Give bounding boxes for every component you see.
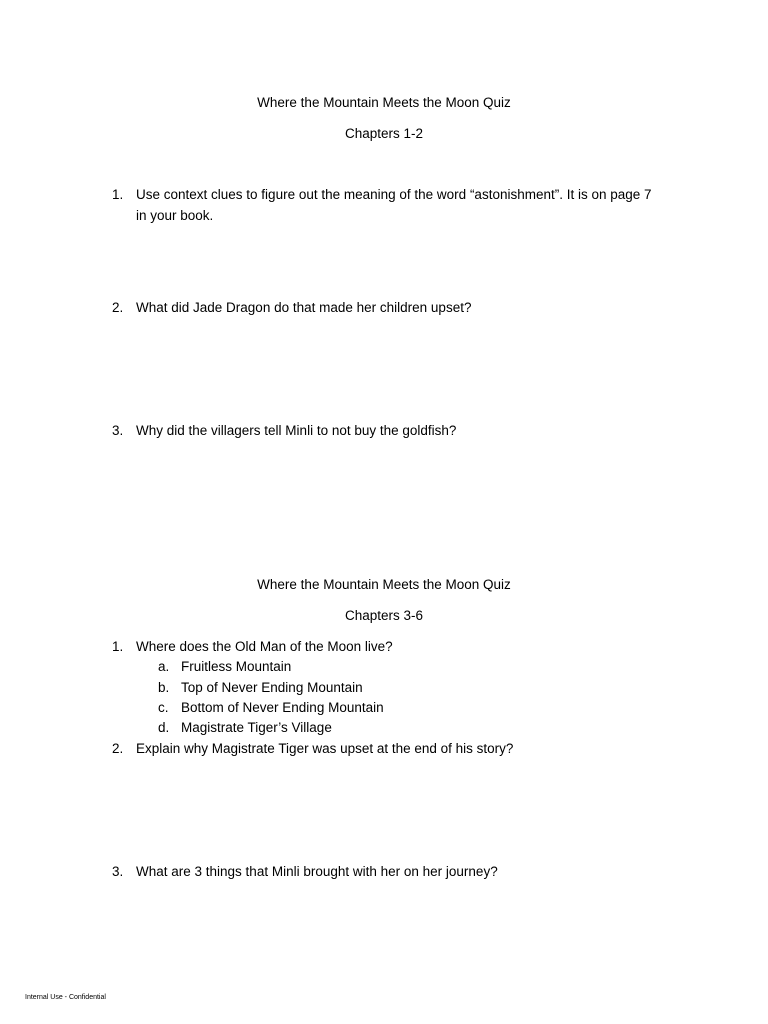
quiz2-title: Where the Mountain Meets the Moon Quiz <box>257 577 511 592</box>
footer-classification: Internal Use - Confidential <box>25 994 106 1001</box>
quiz2-q1-option-b: Top of Never Ending Mountain <box>181 680 363 695</box>
quiz2-q2-number: 2. <box>112 741 124 756</box>
quiz1-q2-number: 2. <box>112 300 124 315</box>
quiz1-q3-number: 3. <box>112 423 124 438</box>
quiz2-q3-text: What are 3 things that Minli brought with her on her journey? <box>136 864 498 879</box>
quiz1-q1-text-cont: in your book. <box>136 208 214 223</box>
quiz1-title: Where the Mountain Meets the Moon Quiz <box>257 95 511 110</box>
quiz2-q1-option-a-letter: a. <box>158 659 170 674</box>
quiz2-q1-option-c: Bottom of Never Ending Mountain <box>181 700 384 715</box>
quiz1-q1-number: 1. <box>112 187 124 202</box>
quiz2-q1-option-d-letter: d. <box>158 720 170 735</box>
quiz2-q1-number: 1. <box>112 639 124 654</box>
quiz2-q1-option-c-letter: c. <box>158 700 169 715</box>
quiz1-q2-text: What did Jade Dragon do that made her children upset? <box>136 300 472 315</box>
quiz2-q1-option-b-letter: b. <box>158 680 170 695</box>
quiz2-subtitle: Chapters 3-6 <box>344 608 424 623</box>
quiz2-q3-number: 3. <box>112 864 124 879</box>
quiz2-q2-text: Explain why Magistrate Tiger was upset at the end of his story? <box>136 741 514 756</box>
quiz2-q1-text: Where does the Old Man of the Moon live? <box>136 639 393 654</box>
quiz1-q1-text: Use context clues to figure out the meaning of the word “astonishment”. It is on page 7 <box>136 187 652 202</box>
quiz2-q1-option-d: Magistrate Tiger’s Village <box>181 720 332 735</box>
quiz2-q1-option-a: Fruitless Mountain <box>181 659 292 674</box>
quiz1-q3-text: Why did the villagers tell Minli to not buy the goldfish? <box>136 423 457 438</box>
quiz1-subtitle: Chapters 1-2 <box>344 126 424 141</box>
